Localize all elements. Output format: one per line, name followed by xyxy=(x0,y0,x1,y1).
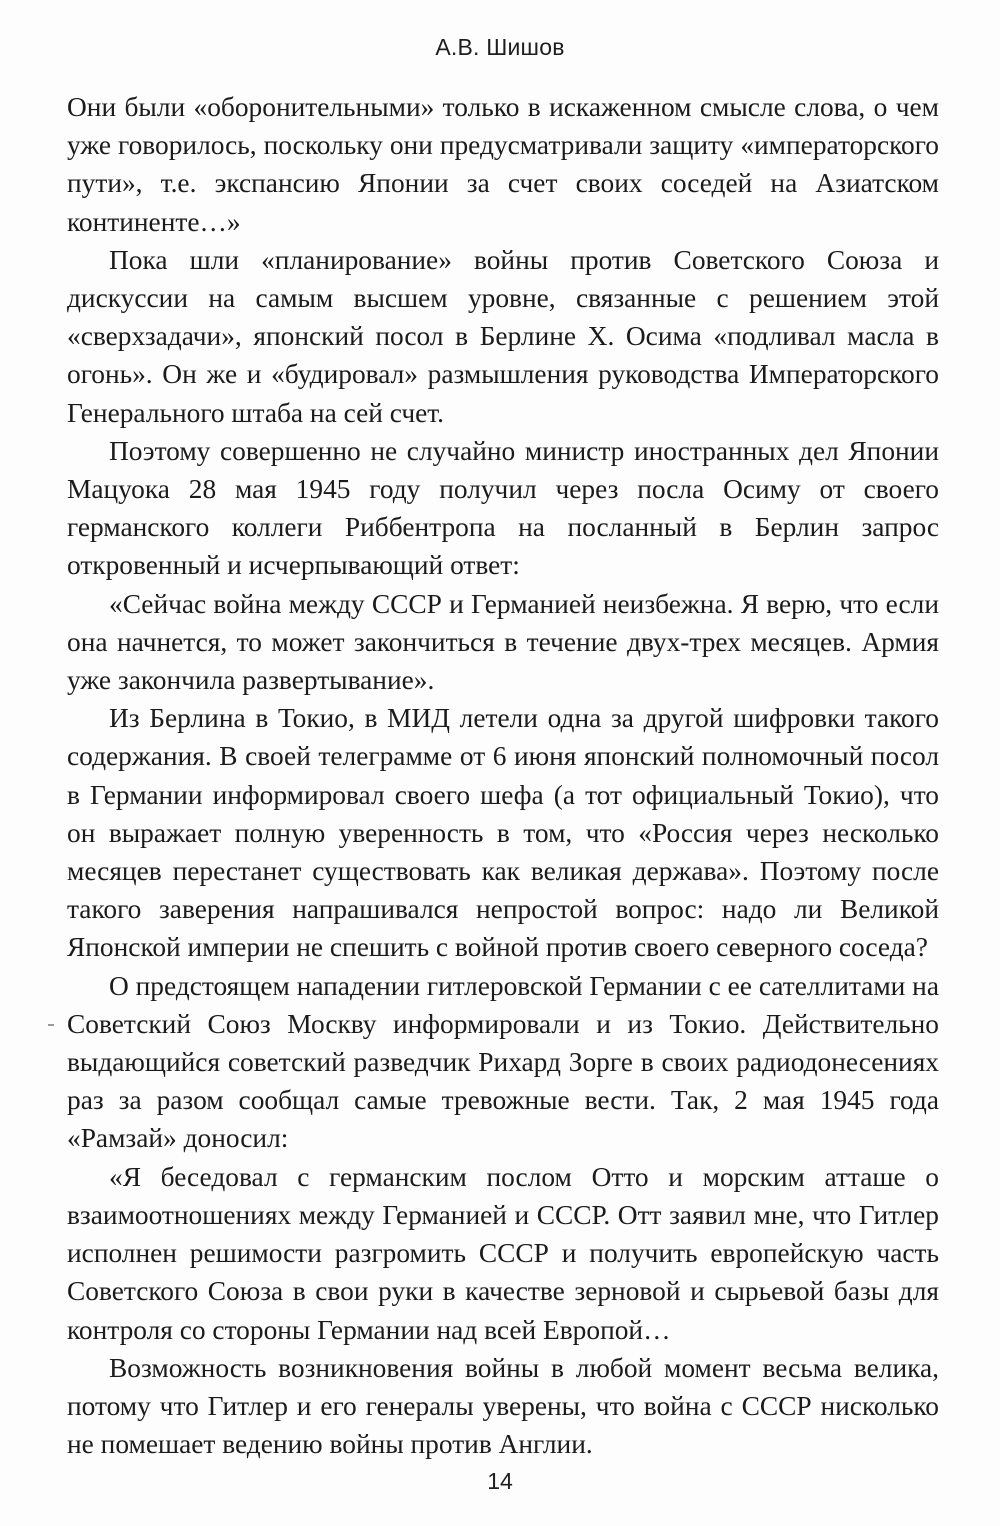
paragraph-1: Они были «оборонительными» только в искаженном смысле слова, о чем уже говорилось, поскольку они предусматривали защиту «императорского пути», т.е. экспансию Японии за счет своих соседей на Азиатском континенте…» xyxy=(67,92,939,237)
body-text xyxy=(67,88,939,1463)
paragraph-5: Из Берлина в Токио, в МИД летели одна за другой шифровки такого содержания. В своей телеграмме от 6 июня японский полномочный посол в Германии информировал своего шефа (а тот официальный Токио), что он выражает полную уверенность в том, что «Россия через несколько месяцев перестанет существовать как великая держава». Поэтому после такого заверения напрашивался непростой вопрос: надо ли Великой Японской империи не спешить с войной против своего северного соседа? xyxy=(67,703,939,963)
paragraph-2: Пока шли «планирование» войны против Советского Союза и дискуссии на самым высшем уровне, связанные с решением этой «сверхзадачи», японский посол в Берлине Х. Осима «подливал масла в огонь». Он же и «будировал» размышления руководства Императорского Генерального штаба на сей счет. xyxy=(67,244,939,428)
scan-speck xyxy=(48,1024,54,1026)
paragraph-6: О предстоящем нападении гитлеровской Германии с ее сателлитами на Советский Союз Москву информировали и из Токио. Действительно выдающийся советский разведчик Рихард Зорге в своих радиодонесениях раз за разом сообщал самые тревожные вести. Так, 2 мая 1945 года «Рамзай» доносил: xyxy=(67,970,939,1154)
paragraph-4-quote: «Сейчас война между СССР и Германией неизбежна. Я верю, что если она начнется, то может закончиться в течение двух-трех месяцев. Армия уже закончила развертывание». xyxy=(67,588,939,696)
paragraph-7-quote: «Я беседовал с германским послом Отто и морским атташе о взаимоотношениях между Германией и СССР. Отт заявил мне, что Гитлер исполнен решимости разгромить СССР и получить европейскую часть Советского Союза в свои руки в качестве зерновой и сырьевой базы для контроля со стороны Германии над всей Европой… xyxy=(67,1161,939,1345)
page-number: 14 xyxy=(487,1468,513,1494)
running-head-author: А.В. Шишов xyxy=(435,34,565,60)
paragraph-3: Поэтому совершенно не случайно министр иностранных дел Японии Мацуока 28 мая 1945 году получил через посла Осиму от своего германского коллеги Риббентропа на посланный в Берлин запрос откровенный и исчерпывающий ответ: xyxy=(67,435,939,581)
paragraph-8-quote: Возможность возникновения войны в любой момент весьма велика, потому что Гитлер и его генералы уверены, что война с СССР нисколько не помешает ведению войны против Англии. xyxy=(67,1352,939,1460)
